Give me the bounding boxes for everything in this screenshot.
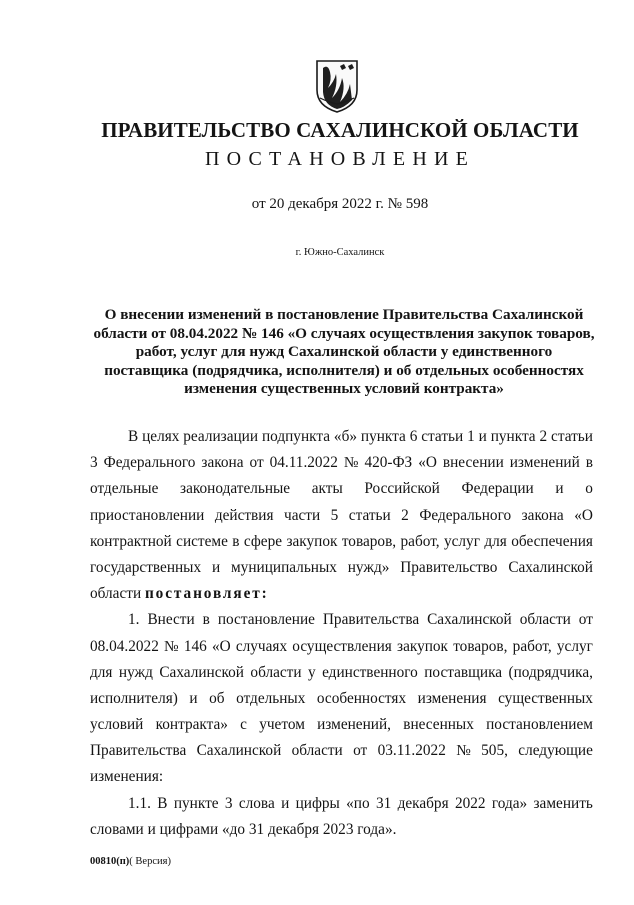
body-word: Правительства [322, 611, 420, 629]
body-word: (подрядчика, [508, 663, 593, 681]
body-line [90, 529, 593, 555]
body-word: реализации [183, 428, 259, 445]
body-word: В [157, 794, 168, 812]
body-word: цифры [295, 794, 340, 812]
body-word: изменений [509, 454, 580, 472]
body-word: муниципальных [231, 558, 337, 576]
body-line [90, 686, 593, 712]
body-word: действия [214, 506, 274, 524]
body-word: услуг [556, 637, 593, 655]
body-line [90, 476, 593, 502]
body-word: слова [238, 794, 275, 812]
body-word: поставщика [424, 663, 503, 681]
body-word: постановление [217, 611, 315, 629]
body-word: 04.11.2022 [269, 454, 338, 472]
body-word: внесении [442, 454, 504, 472]
body-word: 1. [128, 611, 140, 629]
body-word: статьи [348, 506, 391, 524]
body-word: и [211, 558, 221, 576]
document-body [90, 424, 593, 843]
body-word: от [578, 611, 593, 629]
body-word: у [308, 663, 316, 681]
body-word: В [128, 428, 139, 445]
body-word: следующие [518, 742, 593, 760]
body-word: Сахалинской [196, 742, 282, 760]
body-line [90, 555, 593, 581]
heading-line: О внесении изменений в постановление Правительства Сахалинской [104, 306, 584, 323]
body-word: исполнителя) [90, 689, 178, 707]
body-word: целях [142, 428, 180, 445]
body-word: нужд» [347, 558, 390, 576]
body-word: осуществления [292, 637, 392, 655]
body-word: товаров, [341, 532, 397, 550]
body-word: 2 [539, 428, 548, 445]
body-word: 6 [409, 428, 418, 445]
body-line [90, 503, 593, 529]
body-word: особенностях [316, 689, 407, 707]
body-word: 5 [330, 506, 339, 524]
body-line [90, 712, 593, 738]
body-word: области [519, 611, 571, 629]
body-word: области [291, 742, 343, 760]
body-word: товаров, [453, 637, 508, 655]
body-word: акты [311, 480, 343, 498]
body-line [90, 581, 593, 607]
footer-code: 00810(п) [90, 856, 130, 867]
body-word: 1.1. [128, 794, 151, 812]
body-word: постановлением [486, 716, 593, 734]
body-word: Федерации [461, 480, 534, 498]
body-line-prefix: области [90, 585, 142, 603]
document-city: г. Южно-Сахалинск [295, 247, 385, 258]
body-word: государственных [90, 558, 202, 576]
document-type: ПОСТАНОВЛЕНИЕ [204, 148, 476, 170]
body-word: в [585, 454, 593, 472]
body-word: подпункта [261, 428, 331, 445]
body-word: 1 [467, 428, 475, 445]
body-word: «б» [333, 428, 358, 445]
resolves-keyword: постановляет: [144, 585, 269, 603]
document-heading [90, 306, 598, 399]
heading-line: изменения существенных условий контракта» [184, 380, 504, 398]
body-word: Российской [364, 480, 440, 498]
body-word: отдельные [90, 480, 159, 498]
body-word: года» [491, 794, 528, 812]
body-word: «по [346, 794, 370, 812]
body-word: Сахалинской [159, 663, 244, 681]
body-word: отдельных [236, 689, 306, 707]
body-word: пункте [173, 794, 219, 812]
document-footer-code [90, 856, 171, 867]
body-word: Федерального [103, 454, 196, 472]
body-word: № [343, 454, 359, 472]
body-word: от [353, 742, 368, 760]
body-line: изменения: [90, 768, 164, 786]
body-word: Федерального [419, 506, 512, 524]
body-word: № [456, 742, 471, 760]
body-word: услуг [443, 532, 480, 550]
body-word: и [281, 794, 290, 812]
body-word: заменить [533, 794, 593, 812]
body-word: в [232, 532, 240, 550]
body-word: системе [176, 532, 228, 550]
body-word: 505, [481, 742, 508, 760]
body-line: словами и цифрами «до 31 декабря 2023 года». [90, 820, 397, 838]
body-word: «О [211, 637, 231, 655]
body-word: 3 [90, 454, 98, 472]
body-word: Правительство [400, 558, 498, 576]
body-word: условий [90, 716, 144, 734]
body-word: учетом [259, 716, 305, 734]
body-word: 420-ФЗ [364, 454, 413, 472]
body-line [90, 607, 593, 633]
body-word: 2 [401, 506, 409, 524]
body-line [90, 634, 593, 660]
body-word: закона [201, 454, 244, 472]
body-word: «О [574, 506, 593, 524]
body-word: контракта» [155, 716, 228, 734]
body-line [90, 450, 593, 476]
body-word: 2022 [454, 794, 486, 812]
body-word: Правительства [90, 742, 187, 760]
body-word: случаях [235, 637, 288, 655]
body-word: работ, [400, 532, 440, 550]
body-line [90, 660, 593, 686]
body-word: существенных [498, 689, 593, 707]
body-word: части [284, 506, 321, 524]
body-word: пункта [360, 428, 406, 445]
body-word: изменения [417, 689, 487, 707]
body-word: 31 [375, 794, 392, 812]
body-word: и [555, 480, 564, 498]
body-word: Сахалинской [427, 611, 512, 629]
body-word: закона [521, 506, 564, 524]
body-word: от [249, 454, 264, 472]
body-word: работ, [512, 637, 552, 655]
sakhalin-coat-of-arms-icon [314, 58, 360, 114]
body-word: приостановлении [90, 506, 205, 524]
body-word: Внести [147, 611, 195, 629]
body-word: закупок [286, 532, 338, 550]
body-word: внесенных [403, 716, 474, 734]
body-word: и [189, 689, 198, 707]
heading-line: поставщика (подрядчика, исполнителя) и об отдельных особенностях [104, 361, 584, 379]
government-title: ПРАВИТЕЛЬСТВО САХАЛИНСКОЙ ОБЛАСТИ [101, 118, 579, 142]
body-word: статьи [421, 428, 464, 445]
body-word: обеспечения [511, 532, 593, 550]
body-word: для [90, 663, 113, 681]
body-word: единственного [322, 663, 418, 681]
body-line [90, 424, 593, 450]
body-word: о [585, 480, 593, 498]
body-word: «О [418, 454, 437, 472]
body-word: пункта [490, 428, 536, 445]
body-line [90, 791, 593, 817]
body-word: 08.04.2022 [90, 637, 159, 655]
document-date-number: от 20 декабря 2022 г. № 598 [251, 196, 429, 212]
body-word: закупок [397, 637, 448, 655]
body-word: с [240, 716, 247, 734]
body-word: нужд [118, 663, 153, 681]
body-word: Сахалинской [508, 558, 593, 576]
heading-line: области от 08.04.2022 № 146 «О случаях осуществления закупок товаров, [93, 324, 595, 342]
body-word: 03.11.2022 [377, 742, 446, 760]
footer-version: ( Версия) [129, 856, 171, 867]
body-word: изменений, [317, 716, 391, 734]
body-word: об [209, 689, 225, 707]
body-word: № [164, 637, 179, 655]
body-word: статьи [551, 428, 593, 445]
body-word: сфере [243, 532, 283, 550]
body-word: 3 [224, 794, 233, 812]
heading-line: работ, услуг для нужд Сахалинской области у единственного [135, 343, 553, 361]
body-word: в [202, 611, 210, 629]
body-word: 146 [183, 637, 207, 655]
body-word: контрактной [90, 532, 172, 550]
body-word: области [250, 663, 302, 681]
body-word: для [484, 532, 507, 550]
body-line [90, 738, 593, 764]
body-word: законодательные [180, 480, 291, 498]
body-word: декабря [397, 794, 449, 812]
body-word: и [478, 428, 487, 445]
